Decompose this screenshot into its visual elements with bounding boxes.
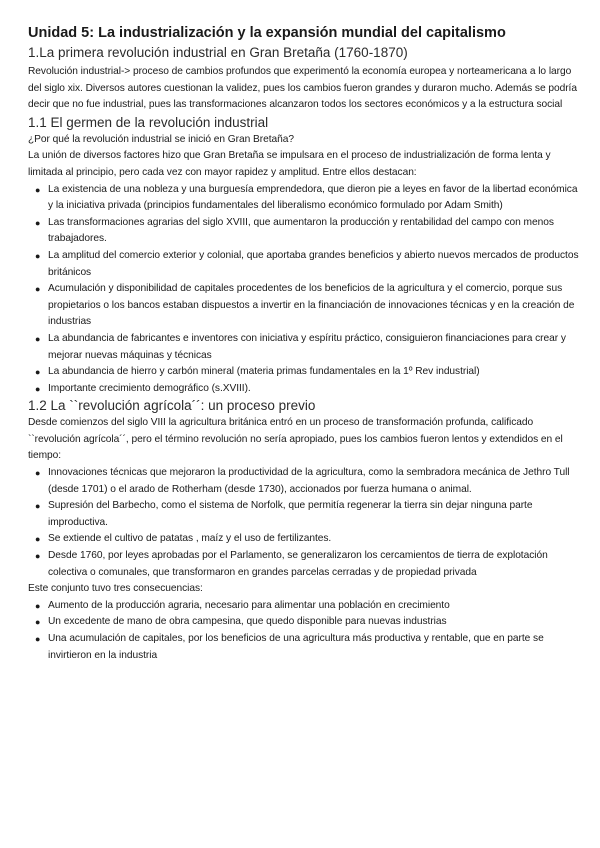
list-item: ● La abundancia de hierro y carbón mineral (materia primas fundamentales en la 1º Rev industrial) <box>48 364 580 381</box>
bullet-icon: ● <box>35 534 41 545</box>
factors-list <box>28 182 580 398</box>
section-1-intro: Revolución industrial-> proceso de cambios profundos que experimentó la economía europea y norteamericana a lo largo del siglo xix. Diversos autores cuestionan la validez, pues los cambios fueron grandes y duraron mucho. Además se podría decir que no fue industrial, pues las transformaciones alcanzaron todos los sectores económicos y a la estructura social <box>28 66 577 111</box>
list-item: ● La existencia de una nobleza y una burguesía emprendedora, que dieron pie a leyes en favor de la libertad económica y la iniciativa privada (principios fundamentales del liberalismo económico formulado por Adam Smith) <box>35 183 578 212</box>
consequences-intro: Este conjunto tuvo tres consecuencias: <box>28 583 203 595</box>
section-1-1-heading: 1.1 El germen de la revolución industrial <box>28 114 269 130</box>
bullet-icon: ● <box>35 551 41 562</box>
bullet-icon: ● <box>35 383 41 394</box>
bullet-icon: ● <box>35 367 41 378</box>
bullet-icon: ● <box>35 501 41 512</box>
list-item: ● Importante crecimiento demográfico (s.XVIII). <box>48 381 580 398</box>
list-item: ● La abundancia de fabricantes e inventores con iniciativa y espíritu práctico, consiguieron financiaciones para crear y mejorar nuevas máquinas y técnicas <box>35 332 566 361</box>
section-1-2-heading: 1.2 La ``revolución agrícola´´: un proceso previo <box>28 398 316 414</box>
bullet-icon: ● <box>35 634 41 644</box>
list-item: ● Las transformaciones agrarias del siglo XVIII, que aumentaron la producción y rentabilidad del campo con menos trabajadores. <box>35 216 554 245</box>
section-1-2-intro: Desde comienzos del siglo VIII la agricultura británica entró en un proceso de transformación profunda, calificado ``revolución agrícola´´, pero el término revolución no sería apropiado, pues los cambios fueron lentos y extendidos en el tiempo: <box>28 417 563 462</box>
list-item: ● Acumulación y disponibilidad de capitales procedentes de los beneficios de la agricultura y el comercio, porque sus propietarios o los bancos estaban dispuestos a invertir en la financiación de innovaciones técnicas y en la creación de industrias <box>35 283 575 328</box>
page-title: Unidad 5: La industrialización y la expansión mundial del capitalismo <box>28 25 506 41</box>
section-1-1-intro: La unión de diversos factores hizo que Gran Bretaña se impulsara en el proceso de industrialización de forma lenta y limitada al principio, pero cada vez con mayor rapidez y amplitud. Entre ellos destacan: <box>28 150 551 178</box>
bullet-icon: ● <box>35 250 41 261</box>
bullet-icon: ● <box>35 184 41 195</box>
list-item: ● Desde 1760, por leyes aprobadas por el Parlamento, se generalizaron los cercamientos de tierra de explotación colectiva o comunales, que transformaron en grandes parcelas cerradas y de propiedad privada <box>35 550 548 578</box>
list-item: ● Innovaciones técnicas que mejoraron la productividad de la agricultura, como la sembradora mecánica de Jethro Tull (desde 1701) o el arado de Rotherham (desde 1730), accionados por fuerza humana o animal. <box>35 467 570 495</box>
bullet-icon: ● <box>35 333 41 344</box>
section-1-heading: 1.La primera revolución industrial en Gran Bretaña (1760-1870) <box>28 45 408 60</box>
section-1-1-question: ¿Por qué la revolución industrial se inició en Gran Bretaña? <box>28 133 294 145</box>
list-item: ● Supresión del Barbecho, como el sistema de Norfolk, que permitía regenerar la tierra sin dejar ninguna parte improductiva. <box>35 500 533 528</box>
bullet-icon: ● <box>35 284 41 295</box>
bullet-icon: ● <box>35 217 41 228</box>
list-item: ● Se extiende el cultivo de patatas , maíz y el uso de fertilizantes. <box>48 531 580 548</box>
list-item: ● Una acumulación de capitales, por los beneficios de una agricultura más productiva y rentable, que en parte se invirtieron en la industria <box>35 633 544 661</box>
list-item: ● Aumento de la producción agraria, necesario para alimentar una población en crecimiento <box>48 598 580 615</box>
consequences-list <box>28 598 580 664</box>
list-item: ● Un excedente de mano de obra campesina, que quedo disponible para nuevas industrias <box>48 614 580 631</box>
bullet-icon: ● <box>35 617 41 628</box>
bullet-icon: ● <box>35 468 41 479</box>
bullet-icon: ● <box>35 600 41 611</box>
list-item: ● La amplitud del comercio exterior y colonial, que aportaba grandes beneficios y abierto nuevos mercados de productos británicos <box>35 249 579 278</box>
agricultural-changes-list <box>28 465 580 581</box>
